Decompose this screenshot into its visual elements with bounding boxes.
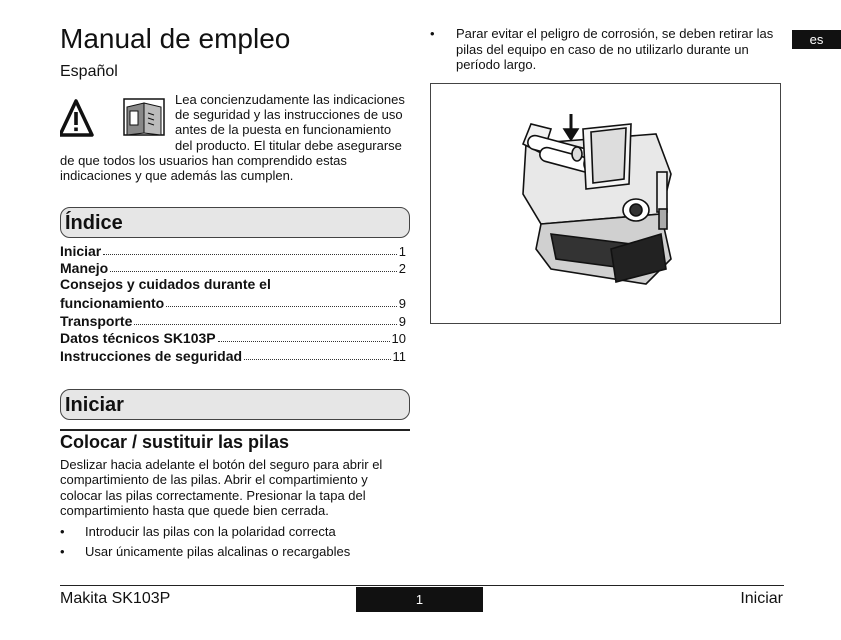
footer-page-number: 1 — [356, 587, 483, 612]
battery-insertion-illustration — [431, 84, 780, 323]
list-item: • Introducir las pilas con la polaridad correcta — [60, 523, 336, 539]
toc-entry[interactable]: funcionamiento 9 — [60, 295, 406, 311]
safety-icons — [60, 92, 175, 152]
toc-entry[interactable]: Manejo 2 — [60, 260, 406, 276]
toc-entry[interactable]: Iniciar 1 — [60, 242, 406, 259]
toc-entry[interactable]: Transporte 9 — [60, 312, 406, 329]
safety-notice — [60, 92, 405, 183]
footer-rule — [60, 585, 784, 586]
index-heading-box — [60, 207, 410, 238]
table-of-contents — [60, 241, 406, 364]
list-item: • Usar únicamente pilas alcalinas o recargables — [60, 543, 351, 559]
page-title: Manual de empleo — [60, 23, 291, 54]
battery-figure — [430, 83, 781, 324]
batteries-body: Deslizar hacia adelante el botón del seguro para abrir el compartimiento de las pilas. Abrir el compartimiento y colocar las pilas correctamente. Presionar la tapa del compartimiento hasta que quede bien cerrada. — [60, 457, 383, 518]
toc-entry[interactable]: Instrucciones de seguridad 11 — [60, 347, 406, 364]
start-heading-box — [60, 389, 410, 420]
toc-entry[interactable]: Datos técnicos SK103P 10 — [60, 330, 406, 346]
bullet-list — [60, 521, 410, 561]
toc-entry-line1: Consejos y cuidados durante el — [60, 276, 271, 292]
read-manual-icon — [124, 99, 164, 135]
start-heading: Iniciar — [65, 394, 124, 416]
safety-notice-text: Lea concienzudamente las indicaciones de seguridad y las instrucciones de uso antes de la puesta en funcionamiento del producto. El titular debe asegurarse de que todos los usuarios han comprendido estas indicaciones y que además las cumplen. — [60, 92, 405, 184]
footer-section: Iniciar — [740, 590, 783, 607]
heading-rule — [60, 429, 410, 431]
batteries-heading: Colocar / sustituir las pilas — [60, 432, 290, 452]
footer-brand: Makita SK103P — [60, 590, 171, 607]
index-heading: Índice — [65, 212, 123, 234]
language-tab: es — [792, 30, 841, 49]
language-label: Español — [60, 63, 118, 80]
corrosion-warning: • Parar evitar el peligro de corrosión, se deben retirar las pilas del equipo en caso de no utilizarlo durante un período largo. — [430, 26, 774, 72]
warning-triangle-icon — [60, 101, 92, 135]
